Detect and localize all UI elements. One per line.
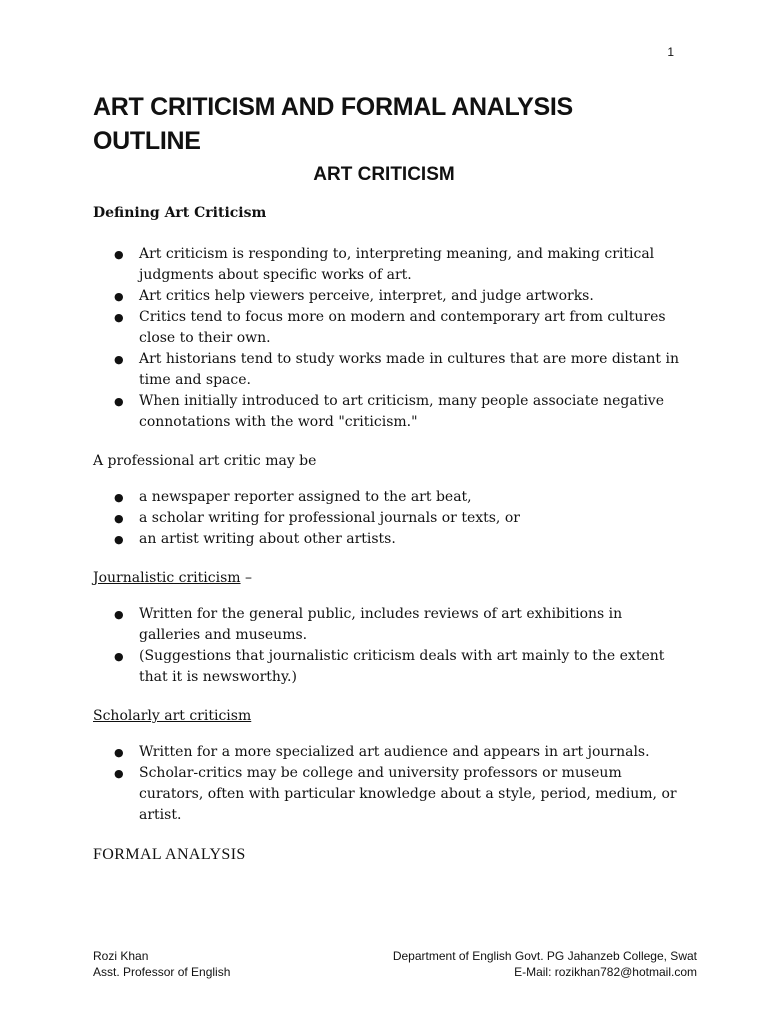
- footer-department: Department of English Govt. PG Jahanzeb College, Swat: [392, 949, 697, 963]
- document-body: [93, 203, 683, 881]
- list-item-text: Written for the general public, includes reviews of art exhibitions in galleries and museums.: [139, 606, 623, 643]
- list-item: [93, 529, 683, 550]
- defining-heading: Defining Art Criticism: [93, 205, 267, 221]
- bullet-icon: ●: [114, 491, 124, 504]
- bullet-icon: ●: [114, 248, 124, 261]
- footer-author-title: Asst. Professor of English: [93, 965, 231, 979]
- bullet-icon: ●: [114, 353, 124, 366]
- journalistic-heading-line: [93, 568, 683, 589]
- list-item-text: Critics tend to focus more on modern and contemporary art from cultures close to their own.: [139, 309, 666, 346]
- footer-author: [93, 948, 230, 980]
- list-item: [93, 646, 683, 688]
- list-item: [93, 307, 683, 349]
- bullet-icon: ●: [114, 767, 124, 780]
- footer-affiliation: [393, 948, 697, 980]
- journalistic-list: [93, 604, 683, 688]
- list-item-text: an artist writing about other artists.: [139, 531, 396, 547]
- professional-intro: A professional art critic may be: [93, 453, 317, 469]
- bullet-icon: ●: [114, 290, 124, 303]
- list-item-text: a scholar writing for professional journals or texts, or: [139, 510, 520, 526]
- defining-list: [93, 244, 683, 433]
- bullet-icon: ●: [114, 533, 124, 546]
- list-item-text: Art critics help viewers perceive, interpret, and judge artworks.: [139, 288, 594, 304]
- journalistic-heading-dash: –: [240, 570, 252, 586]
- footer-email: E-Mail: rozikhan782@hotmail.com: [514, 965, 697, 979]
- list-item-text: When initially introduced to art criticism, many people associate negative connotations with the word "criticism.": [139, 393, 664, 430]
- list-item-text: Art criticism is responding to, interpreting meaning, and making critical judgments about specific works of art.: [139, 246, 655, 283]
- bullet-icon: ●: [114, 512, 124, 525]
- list-item-text: Written for a more specialized art audience and appears in art journals.: [139, 744, 650, 760]
- list-item: [93, 604, 683, 646]
- journalistic-heading: Journalistic criticism: [93, 570, 241, 586]
- list-item: [93, 349, 683, 391]
- list-item-text: Scholar-critics may be college and university professors or museum curators, often with particular knowledge about a style, period, medium, or artist.: [139, 765, 677, 823]
- scholarly-list: [93, 742, 683, 826]
- formal-analysis-heading: FORMAL ANALYSIS: [93, 846, 246, 863]
- list-item: [93, 742, 683, 763]
- list-item: [93, 244, 683, 286]
- section-heading-art-criticism: ART CRITICISM: [313, 164, 455, 185]
- list-item: [93, 391, 683, 433]
- list-item-text: Art historians tend to study works made in cultures that are more distant in time and space.: [139, 351, 680, 388]
- bullet-icon: ●: [114, 650, 124, 663]
- list-item-text: a newspaper reporter assigned to the art beat,: [139, 489, 472, 505]
- list-item: [93, 508, 683, 529]
- footer-author-name: Rozi Khan: [93, 949, 149, 963]
- scholarly-heading: Scholarly art criticism: [93, 708, 252, 724]
- list-item: [93, 487, 683, 508]
- document-title: ART CRITICISM AND FORMAL ANALYSIS OUTLINE: [93, 93, 573, 155]
- bullet-icon: ●: [114, 608, 124, 621]
- bullet-icon: ●: [114, 311, 124, 324]
- list-item: [93, 286, 683, 307]
- bullet-icon: ●: [114, 746, 124, 759]
- list-item: [93, 763, 683, 826]
- professional-list: [93, 487, 683, 550]
- page-number: 1: [667, 45, 674, 59]
- bullet-icon: ●: [114, 395, 124, 408]
- list-item-text: (Suggestions that journalistic criticism deals with art mainly to the extent that it is newsworthy.): [139, 648, 665, 685]
